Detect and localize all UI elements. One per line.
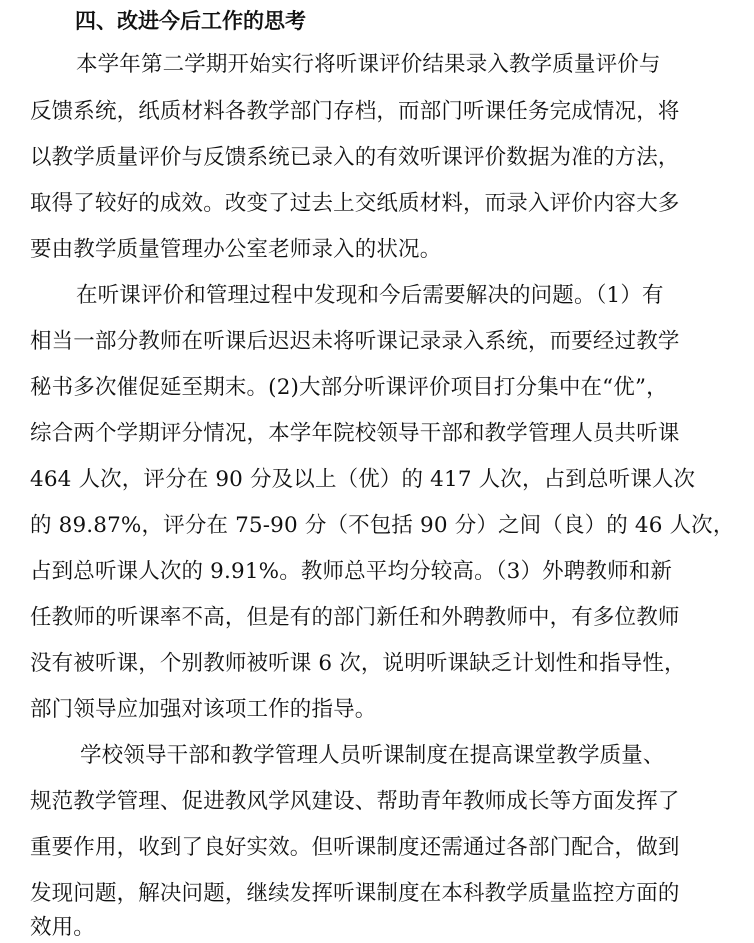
paragraph-line: 以教学质量评价与反馈系统已录入的有效听课评价数据为准的方法， (30, 145, 680, 170)
paragraph-line: 发现问题，解决问题，继续发挥听课制度在本科教学质量监控方面的 (30, 881, 680, 906)
paragraph-line: 本学年第二学期开始实行将听课评价结果录入教学质量评价与 (76, 52, 661, 77)
paragraph-line: 相当一部分教师在听课后迟迟未将听课记录录入系统，而要经过教学 (30, 329, 680, 354)
paragraph-line: 占到总听课人次的 9.91%。教师总平均分较高。（3）外聘教师和新 (30, 559, 673, 584)
paragraph-line: 重要作用，收到了良好实效。但听课制度还需通过各部门配合，做到 (30, 835, 680, 860)
paragraph-line: 取得了较好的成效。改变了过去上交纸质材料，而录入评价内容大多 (30, 191, 680, 216)
paragraph-line: 464 人次，评分在 90 分及以上（优）的 417 人次，占到总听课人次 (30, 467, 696, 492)
paragraph-line: 秘书多次催促延至期末。(2)大部分听课评价项目打分集中在“优”， (30, 375, 668, 400)
paragraph-line: 任教师的听课率不高，但是有的部门新任和外聘教师中，有多位教师 (30, 605, 680, 630)
section-heading: 四、改进今后工作的思考 (75, 9, 306, 33)
paragraph-line: 的 89.87%，评分在 75-90 分（不包括 90 分）之间（良）的 46 人次， (30, 513, 735, 538)
paragraph-line: 规范教学管理、促进教风学风建设、帮助青年教师成长等方面发挥了 (30, 789, 680, 814)
paragraph-line: 综合两个学期评分情况，本学年院校领导干部和教学管理人员共听课 (30, 421, 680, 446)
paragraph-line: 没有被听课，个别教师被听课 6 次，说明听课缺乏计划性和指导性， (30, 651, 686, 676)
paragraph-line: 学校领导干部和教学管理人员听课制度在提高课堂教学质量、 (80, 743, 665, 768)
paragraph-line: 要由教学质量管理办公室老师录入的状况。 (30, 237, 442, 262)
paragraph-line: 在听课评价和管理过程中发现和今后需要解决的问题。（1）有 (76, 283, 664, 308)
paragraph-line: 效用。 (30, 915, 95, 940)
paragraph-line: 部门领导应加强对该项工作的指导。 (30, 697, 377, 722)
paragraph-line: 反馈系统，纸质材料各教学部门存档，而部门听课任务完成情况，将 (30, 99, 680, 124)
